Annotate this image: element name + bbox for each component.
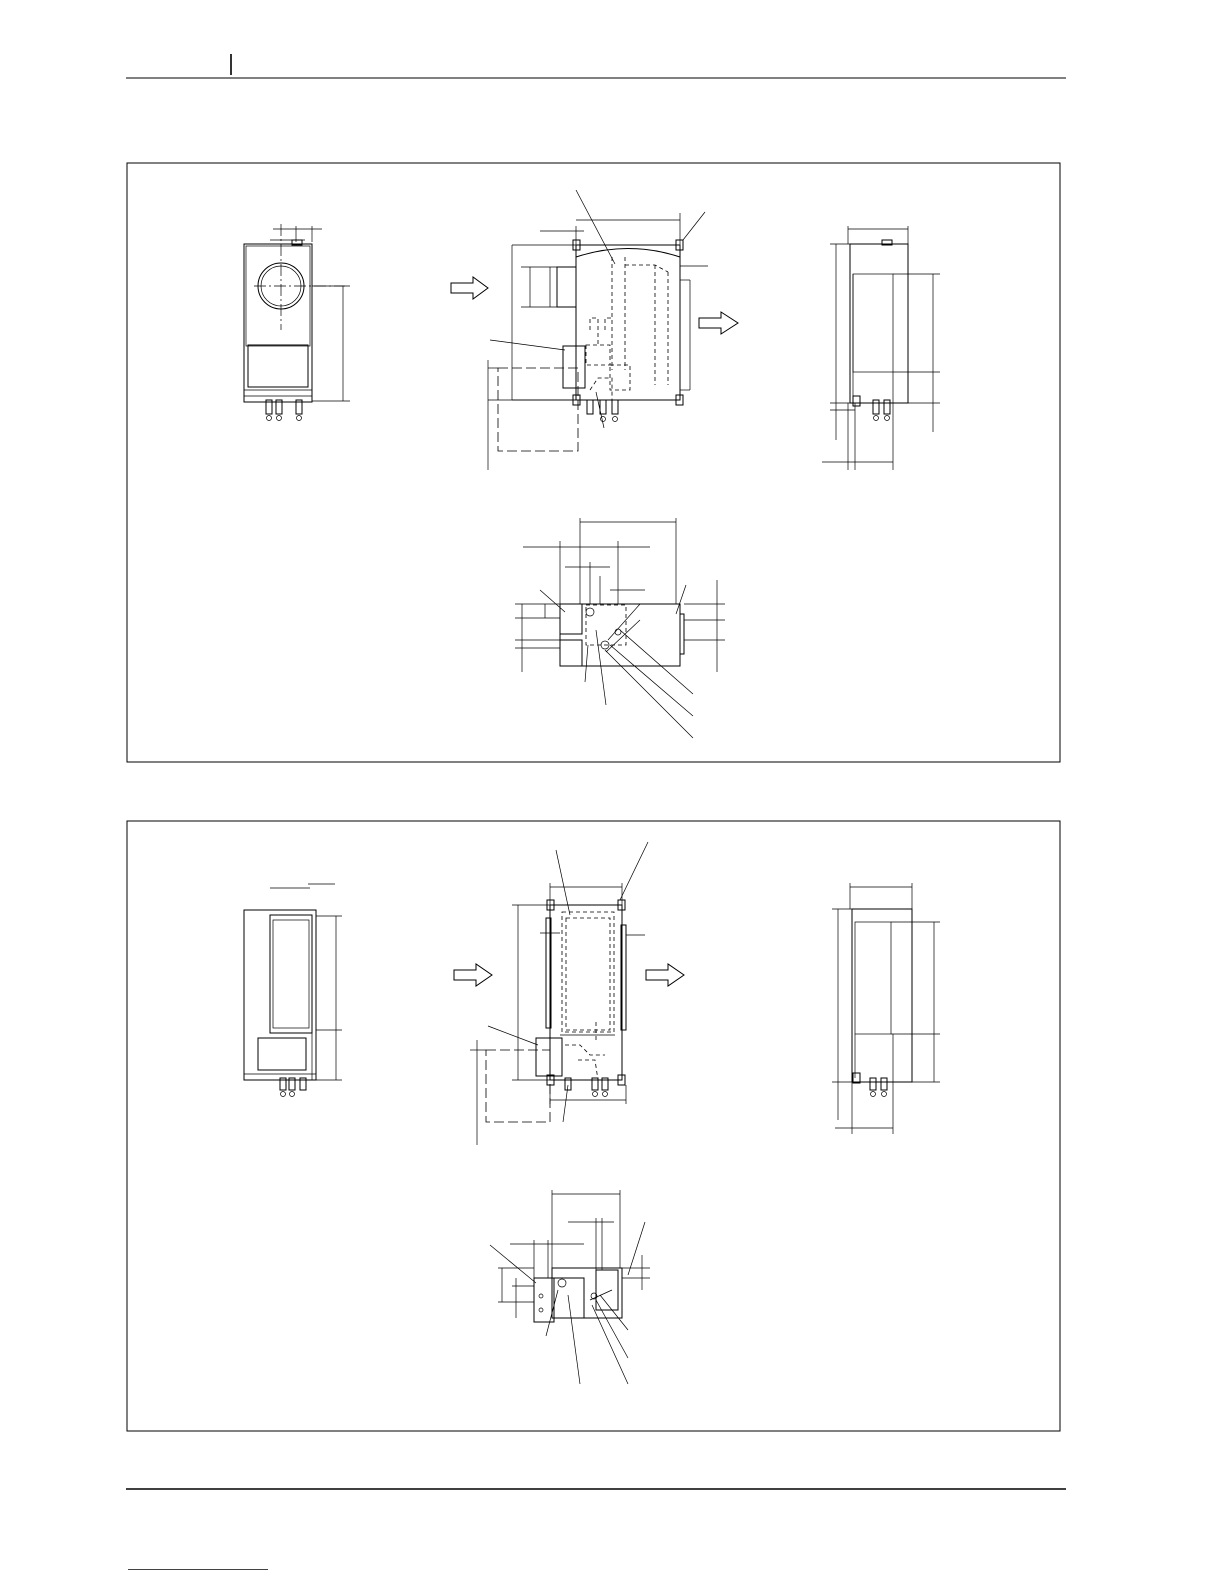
upper-front-view [244,224,350,421]
lower-rear-view [832,883,940,1134]
airflow-arrow-icon [454,964,492,986]
lower-side-view [470,842,648,1145]
page-header [126,54,1066,78]
lower-panel [127,821,1060,1431]
footer-link[interactable] [128,1568,268,1570]
airflow-arrow-icon [699,312,738,334]
lower-top-view [490,1190,650,1384]
airflow-arrow-icon [451,277,488,299]
upper-panel [127,163,1060,762]
lower-front-view [244,884,342,1097]
airflow-arrow-icon [646,964,684,986]
upper-rear-view [822,226,940,470]
upper-side-view [488,190,708,470]
upper-top-view [515,518,725,738]
